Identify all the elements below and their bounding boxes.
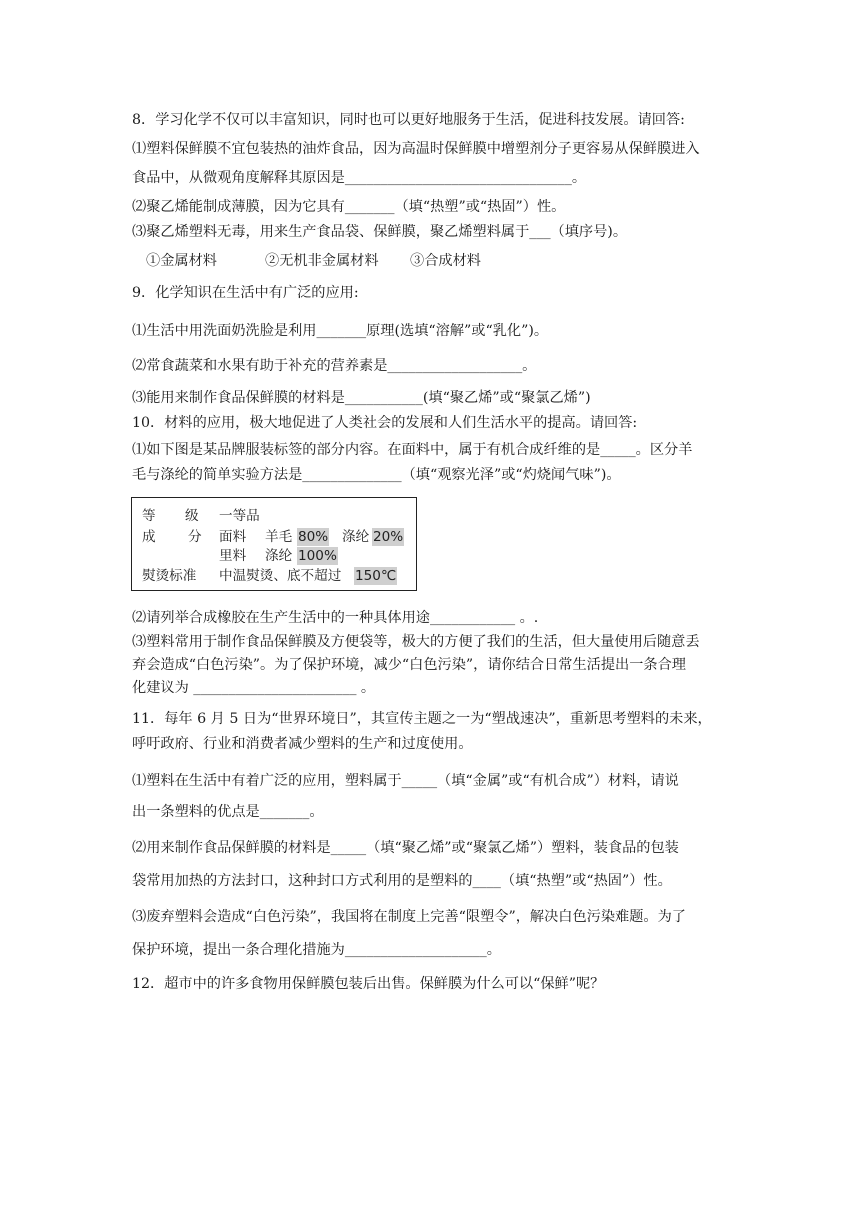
label-grade-value: 一等品 (219, 508, 260, 524)
q8-stem: 8．学习化学不仅可以丰富知识，同时也可以更好地服务于生活，促进科技发展。请回答: (132, 112, 685, 128)
q10-part3-line1: ⑶塑料常用于制作食品保鲜膜及方便袋等，极大的方便了我们的生活，但大量使用后随意丢 (132, 634, 700, 650)
label-polyester-percent: 20% (373, 529, 404, 545)
q8-part2: ⑵聚乙烯能制成薄膜，因为它具有_______（填“热塑”或“热固”）性。 (132, 199, 566, 215)
label-wool-percent: 80% (298, 529, 329, 545)
clothing-label-figure (131, 497, 417, 591)
q11-part2-line2: 袋常用加热的方法封口，这种封口方式利用的是塑料的____（填“热塑”或“热固”）性。 (132, 873, 672, 889)
q11-part1-line2: 出一条塑料的优点是_______。 (132, 804, 324, 820)
q8-option-1: ①金属材料 (146, 253, 217, 269)
label-grade-key-2: 级 (185, 508, 199, 524)
q11-part3-line2: 保护环境，提出一条合理化措施为____________________。 (132, 942, 501, 958)
q11-part2-line1: ⑵用来制作食品保鲜膜的材料是_____（填“聚乙烯”或“聚氯乙烯”）塑料，装食品的包装 (132, 840, 679, 856)
q9-part3: ⑶能用来制作食品保鲜膜的材料是___________(填“聚乙烯”或“聚氯乙烯”) (132, 390, 591, 406)
q10-part1-line1: ⑴如下图是某品牌服装标签的部分内容。在面料中，属于有机合成纤维的是_____。区分羊 (132, 442, 693, 458)
label-ironing-key: 熨烫标准 (142, 568, 197, 584)
q10-part3-line2: 弃会造成“白色污染”。为了保护环境，减少“白色污染”，请你结合日常生活提出一条合理 (132, 657, 686, 673)
q8-option-3: ③合成材料 (410, 253, 481, 269)
label-lining-percent: 100% (298, 548, 337, 564)
label-composition-key-1: 成 (142, 529, 156, 545)
q11-part1-line1: ⑴塑料在生活中有着广泛的应用，塑料属于_____（填“金属”或“有机合成”）材料，请说 (132, 773, 679, 789)
label-ironing-value: 中温熨烫、底不超过 (219, 568, 342, 584)
label-wool: 羊毛 (265, 529, 293, 545)
q8-option-2: ②无机非金属材料 (265, 253, 379, 269)
q8-part1-line2: 食品中，从微观角度解释其原因是________________________________。 (132, 170, 587, 186)
q10-stem: 10．材料的应用，极大地促进了人类社会的发展和人们生活水平的提高。请回答: (132, 415, 638, 431)
label-ironing-temperature: 150℃ (355, 568, 397, 584)
q9-part1: ⑴生活中用洗面奶洗脸是利用_______原理(选填“溶解”或“乳化”)。 (132, 323, 549, 339)
label-composition-key-2: 分 (188, 529, 202, 545)
label-grade-key-1: 等 (142, 508, 156, 524)
q11-part3-line1: ⑶废弃塑料会造成“白色污染”，我国将在制度上完善“限塑令”，解决白色污染难题。为了 (132, 909, 686, 925)
q10-part1-line2: 毛与涤纶的简单实验方法是______________（填“观察光泽”或“灼烧闻气味”)。 (132, 467, 621, 483)
q11-stem-line1: 11．每年 6 月 5 日为“世界环境日”，其宣传主题之一为“塑战速决”，重新思考塑料的未来， (132, 711, 712, 727)
q8-part1-line1: ⑴塑料保鲜膜不宜包装热的油炸食品，因为高温时保鲜膜中增塑剂分子更容易从保鲜膜进入 (132, 141, 700, 157)
label-face-fabric: 面料 (219, 529, 247, 545)
q12-stem: 12．超市中的许多食物用保鲜膜包装后出售。保鲜膜为什么可以“保鲜”呢？ (132, 976, 605, 992)
q9-stem: 9．化学知识在生活中有广泛的应用: (132, 285, 359, 301)
label-lining-fiber: 涤纶 (265, 548, 293, 564)
q11-stem-line2: 呼吁政府、行业和消费者减少塑料的生产和过度使用。 (132, 736, 473, 752)
label-lining: 里料 (219, 548, 247, 564)
q9-part2: ⑵常食蔬菜和水果有助于补充的营养素是___________________。 (132, 358, 537, 374)
label-polyester: 涤纶 (342, 529, 370, 545)
q10-part3-line3: 化建议为 _______________________ 。 (132, 680, 376, 696)
q10-part2: ⑵请列举合成橡胶在生产生活中的一种具体用途____________ 。. (132, 610, 539, 626)
q8-part3: ⑶聚乙烯塑料无毒，用来生产食品袋、保鲜膜，聚乙烯塑料属于___（填序号)。 (132, 224, 628, 240)
